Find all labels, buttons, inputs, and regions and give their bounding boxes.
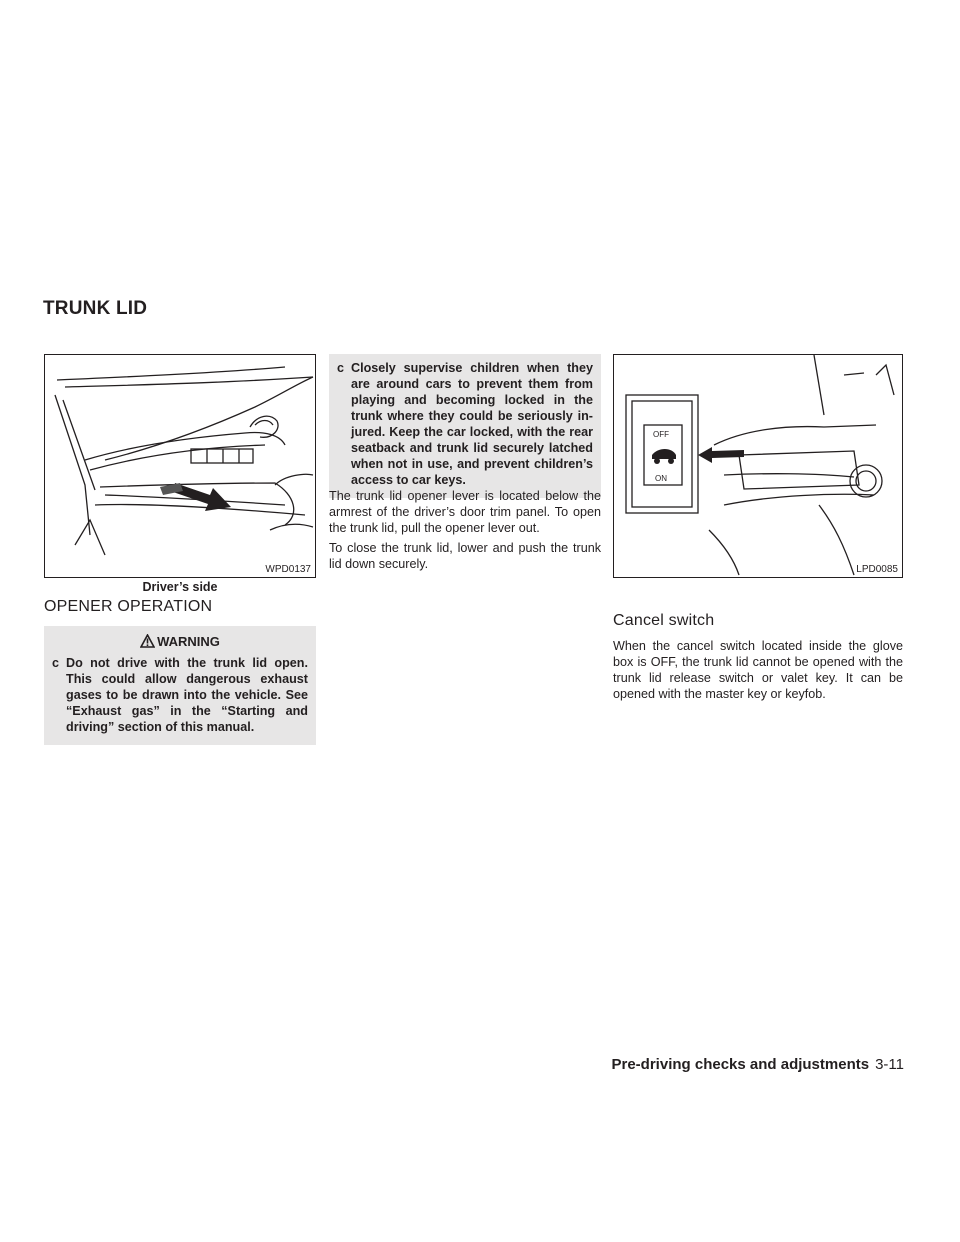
opener-paragraph-2: To close the trunk lid, lower and push the trunk lid down securely. <box>329 541 601 571</box>
warning-bullet-1: c Do not drive with the trunk lid open. This could allow dangerous exhaust gases to be drawn into the vehicle. See “Exhaust gas” in the “Starting and driving” section of this manual. <box>52 656 308 734</box>
warning-title: WARNING <box>52 634 308 649</box>
off-label: OFF <box>653 430 669 439</box>
door-trim-figure <box>44 354 316 578</box>
cancel-paragraph: When the cancel switch located inside the glove box is OFF, the trunk lid cannot be opened with the trunk lid release switch or valet key. It can be opened with the master key or keyfob. <box>613 639 903 701</box>
cancel-heading: Cancel switch <box>613 612 715 629</box>
cancel-switch-figure <box>613 354 903 578</box>
figure-code: LPD0085 <box>856 564 898 575</box>
opener-paragraph-1: The trunk lid opener lever is located below the armrest of the driver’s door trim panel. To open the trunk lid, pull the opener lever out. <box>329 489 601 535</box>
glove-box-illustration <box>614 355 901 576</box>
page-footer <box>612 1056 905 1073</box>
page-number: 3-11 <box>875 1056 904 1073</box>
warning-icon <box>140 634 155 648</box>
door-trim-illustration <box>45 355 314 576</box>
on-label: ON <box>655 474 667 483</box>
figure-caption: Driver’s side <box>142 580 218 594</box>
section-title: TRUNK LID <box>43 298 148 319</box>
opener-heading: OPENER OPERATION <box>44 598 213 615</box>
bullet-mark: c <box>52 656 60 670</box>
figure-code: WPD0137 <box>265 564 311 575</box>
warning-box-continued <box>329 354 601 498</box>
chapter-title: Pre-driving checks and adjustments <box>611 1056 870 1073</box>
bullet-mark: c <box>337 361 345 375</box>
warning-bullet-2: c Closely supervise children when they are around cars to prevent them from playing and becoming locked in the trunk where they could be seriously injured. Keep the car locked, with the rear seatback and trunk lid securely latched when not in use, and prevent children’s access to car keys. <box>337 361 593 487</box>
warning-box <box>44 626 316 745</box>
